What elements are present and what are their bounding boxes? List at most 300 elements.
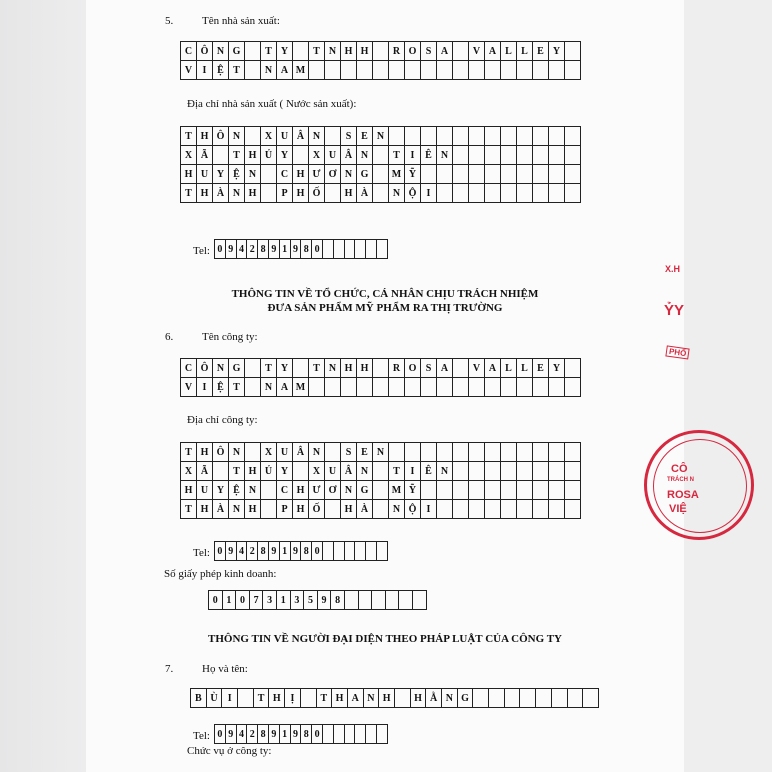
- grid-cell: [421, 378, 437, 397]
- grid-cell: T: [261, 359, 277, 378]
- grid-cell: E: [533, 42, 549, 61]
- grid-cell: [533, 127, 549, 146]
- grid-cell: U: [325, 146, 341, 165]
- grid-cell: [373, 500, 389, 519]
- grid-cell: 9: [226, 542, 237, 561]
- grid-cell: H: [411, 689, 427, 708]
- grid-cell: [355, 240, 366, 259]
- business-license-label: Số giấy phép kinh doanh:: [164, 568, 277, 580]
- grid-cell: [399, 591, 413, 610]
- grid-cell: [533, 500, 549, 519]
- grid-cell: N: [442, 689, 458, 708]
- grid-cell: 0: [312, 240, 323, 259]
- grid-cell: À: [213, 184, 229, 203]
- grid-cell: I: [222, 689, 238, 708]
- grid-cell: U: [197, 165, 213, 184]
- position-label: Chức vụ ở công ty:: [187, 745, 272, 757]
- grid-cell: [213, 146, 229, 165]
- grid-cell: [485, 127, 501, 146]
- grid-cell: [325, 127, 341, 146]
- grid-row: [181, 127, 581, 146]
- grid-cell: X: [181, 462, 197, 481]
- grid-cell: N: [229, 127, 245, 146]
- grid-cell: [453, 184, 469, 203]
- grid-cell: T: [254, 689, 270, 708]
- grid-cell: 8: [301, 542, 312, 561]
- grid-cell: [453, 127, 469, 146]
- grid-cell: I: [197, 378, 213, 397]
- grid-cell: [325, 61, 341, 80]
- grid-cell: 0: [209, 591, 223, 610]
- grid-cell: [261, 184, 277, 203]
- grid-cell: [517, 127, 533, 146]
- grid-cell: H: [293, 500, 309, 519]
- grid-cell: [245, 61, 261, 80]
- grid-row: [181, 462, 581, 481]
- grid-cell: [501, 127, 517, 146]
- grid-cell: C: [277, 481, 293, 500]
- grid-cell: I: [421, 500, 437, 519]
- grid-cell: [565, 165, 581, 184]
- grid-cell: A: [437, 42, 453, 61]
- grid-cell: [485, 378, 501, 397]
- grid-cell: A: [348, 689, 364, 708]
- grid-cell: H: [245, 146, 261, 165]
- grid-cell: [437, 61, 453, 80]
- grid-cell: [389, 443, 405, 462]
- grid-cell: [501, 481, 517, 500]
- grid-cell: [345, 725, 356, 744]
- grid-cell: Ộ: [405, 500, 421, 519]
- grid-row: [181, 184, 581, 203]
- grid-cell: [386, 591, 400, 610]
- grid-cell: [517, 165, 533, 184]
- grid-cell: [469, 462, 485, 481]
- grid-cell: H: [341, 42, 357, 61]
- grid-cell: N: [389, 184, 405, 203]
- grid-cell: [565, 359, 581, 378]
- grid-cell: N: [229, 500, 245, 519]
- grid-cell: 9: [291, 725, 302, 744]
- grid-cell: [293, 146, 309, 165]
- grid-cell: [453, 500, 469, 519]
- grid-cell: [405, 443, 421, 462]
- grid-cell: Y: [549, 359, 565, 378]
- grid-cell: [517, 378, 533, 397]
- grid-cell: [565, 500, 581, 519]
- grid-cell: [469, 378, 485, 397]
- grid-cell: 3: [291, 591, 305, 610]
- grid-cell: [437, 184, 453, 203]
- grid-cell: [533, 61, 549, 80]
- grid-cell: Y: [277, 146, 293, 165]
- grid-cell: I: [421, 184, 437, 203]
- grid-cell: I: [197, 61, 213, 80]
- grid-cell: [334, 542, 345, 561]
- grid-cell: [549, 443, 565, 462]
- grid-cell: [421, 443, 437, 462]
- grid-cell: 1: [277, 591, 291, 610]
- grid-cell: [405, 127, 421, 146]
- grid-cell: H: [197, 443, 213, 462]
- grid-cell: [373, 146, 389, 165]
- grid-cell: [293, 359, 309, 378]
- grid-cell: Y: [277, 462, 293, 481]
- grid-cell: [453, 378, 469, 397]
- company-address-grid: [180, 442, 581, 519]
- grid-cell: [323, 725, 334, 744]
- section-7-number: 7.: [165, 663, 174, 675]
- grid-cell: [334, 725, 345, 744]
- grid-cell: [501, 146, 517, 165]
- grid-cell: H: [197, 500, 213, 519]
- grid-cell: [501, 184, 517, 203]
- grid-cell: [405, 61, 421, 80]
- grid-cell: C: [181, 42, 197, 61]
- grid-cell: [345, 591, 359, 610]
- grid-row: [181, 481, 581, 500]
- grid-cell: [309, 61, 325, 80]
- grid-cell: [517, 481, 533, 500]
- grid-cell: O: [405, 359, 421, 378]
- grid-cell: [334, 240, 345, 259]
- grid-cell: S: [421, 42, 437, 61]
- grid-cell: A: [437, 359, 453, 378]
- grid-cell: T: [229, 146, 245, 165]
- grid-cell: [549, 481, 565, 500]
- grid-cell: [261, 165, 277, 184]
- grid-cell: [261, 481, 277, 500]
- grid-cell: À: [357, 184, 373, 203]
- document-page: [86, 0, 684, 772]
- grid-cell: À: [213, 500, 229, 519]
- grid-cell: 9: [269, 542, 280, 561]
- grid-cell: [293, 462, 309, 481]
- grid-cell: [565, 462, 581, 481]
- grid-row: [181, 500, 581, 519]
- grid-cell: [377, 725, 388, 744]
- grid-cell: S: [341, 127, 357, 146]
- manufacturer-address-label: Địa chỉ nhà sản xuất ( Nước sản xuất):: [187, 98, 357, 110]
- grid-cell: [245, 378, 261, 397]
- grid-cell: 0: [215, 240, 226, 259]
- grid-cell: T: [181, 127, 197, 146]
- grid-cell: [437, 443, 453, 462]
- grid-cell: N: [341, 481, 357, 500]
- grid-cell: T: [181, 443, 197, 462]
- page-shadow-right: [684, 0, 772, 772]
- grid-cell: [565, 42, 581, 61]
- grid-cell: [453, 443, 469, 462]
- grid-cell: T: [317, 689, 333, 708]
- grid-cell: Ộ: [405, 184, 421, 203]
- grid-cell: L: [517, 359, 533, 378]
- grid-cell: [309, 378, 325, 397]
- grid-cell: [549, 184, 565, 203]
- grid-cell: N: [309, 443, 325, 462]
- grid-cell: H: [293, 165, 309, 184]
- grid-cell: [238, 689, 254, 708]
- full-name-label: Họ và tên:: [202, 663, 248, 675]
- grid-cell: E: [357, 127, 373, 146]
- grid-cell: Â: [293, 443, 309, 462]
- grid-cell: 2: [247, 542, 258, 561]
- grid-cell: 4: [237, 542, 248, 561]
- grid-cell: [469, 481, 485, 500]
- grid-cell: [533, 146, 549, 165]
- grid-cell: V: [181, 378, 197, 397]
- grid-cell: Ị: [285, 689, 301, 708]
- grid-cell: [341, 61, 357, 80]
- grid-cell: [373, 359, 389, 378]
- grid-cell: T: [229, 61, 245, 80]
- seal-text-co: CÔ: [671, 463, 688, 475]
- grid-cell: Ô: [197, 359, 213, 378]
- page-shadow-left: [0, 0, 86, 772]
- grid-cell: [373, 61, 389, 80]
- grid-cell: [469, 127, 485, 146]
- grid-row: [181, 61, 581, 80]
- grid-cell: Â: [341, 146, 357, 165]
- grid-cell: [485, 500, 501, 519]
- grid-cell: [366, 240, 377, 259]
- grid-cell: [565, 184, 581, 203]
- grid-cell: [533, 443, 549, 462]
- grid-cell: N: [373, 443, 389, 462]
- grid-cell: [373, 462, 389, 481]
- grid-cell: 0: [215, 542, 226, 561]
- grid-row: [181, 443, 581, 462]
- company-name-grid: [180, 358, 581, 397]
- grid-cell: R: [389, 359, 405, 378]
- grid-cell: [469, 443, 485, 462]
- grid-cell: Ố: [309, 500, 325, 519]
- grid-cell: [245, 127, 261, 146]
- grid-cell: 9: [291, 542, 302, 561]
- grid-cell: [323, 240, 334, 259]
- grid-cell: [366, 542, 377, 561]
- grid-cell: 8: [258, 542, 269, 561]
- grid-cell: R: [389, 42, 405, 61]
- company-address-label: Địa chỉ công ty:: [187, 414, 258, 426]
- grid-cell: [549, 462, 565, 481]
- grid-cell: [377, 240, 388, 259]
- grid-cell: 8: [258, 725, 269, 744]
- company-name-label: Tên công ty:: [202, 331, 258, 343]
- grid-cell: Ã: [197, 146, 213, 165]
- grid-cell: C: [277, 165, 293, 184]
- grid-cell: N: [261, 61, 277, 80]
- grid-cell: Ê: [421, 146, 437, 165]
- grid-cell: Ệ: [229, 481, 245, 500]
- grid-cell: Â: [293, 127, 309, 146]
- grid-cell: H: [341, 500, 357, 519]
- section-5-number: 5.: [165, 15, 174, 27]
- grid-cell: N: [437, 146, 453, 165]
- grid-cell: [565, 481, 581, 500]
- grid-cell: [517, 146, 533, 165]
- grid-cell: X: [181, 146, 197, 165]
- grid-cell: Ủ: [261, 146, 277, 165]
- grid-cell: Ã: [197, 462, 213, 481]
- grid-cell: X: [309, 146, 325, 165]
- grid-cell: O: [405, 42, 421, 61]
- grid-cell: M: [293, 378, 309, 397]
- legal-rep-heading: THÔNG TIN VỀ NGƯỜI ĐẠI DIỆN THEO PHÁP LUẬT CỦA CÔNG TY: [208, 633, 562, 645]
- grid-cell: [469, 500, 485, 519]
- grid-cell: [389, 378, 405, 397]
- grid-cell: [473, 689, 489, 708]
- grid-cell: N: [325, 42, 341, 61]
- grid-cell: [469, 165, 485, 184]
- grid-cell: [453, 359, 469, 378]
- grid-cell: H: [197, 184, 213, 203]
- grid-cell: [437, 500, 453, 519]
- grid-cell: [549, 378, 565, 397]
- grid-cell: [485, 443, 501, 462]
- grid-cell: L: [501, 359, 517, 378]
- grid-cell: [485, 462, 501, 481]
- grid-cell: [552, 689, 568, 708]
- grid-cell: [549, 146, 565, 165]
- grid-cell: [517, 462, 533, 481]
- grid-cell: T: [229, 378, 245, 397]
- grid-cell: X: [261, 127, 277, 146]
- grid-cell: 0: [236, 591, 250, 610]
- grid-cell: M: [389, 481, 405, 500]
- grid-cell: Ủ: [261, 462, 277, 481]
- grid-cell: [395, 689, 411, 708]
- rep-tel-grid: [214, 724, 388, 744]
- grid-cell: Y: [213, 165, 229, 184]
- grid-cell: 0: [312, 542, 323, 561]
- grid-cell: [261, 500, 277, 519]
- stamp-fragment-uy: ỶY: [664, 302, 685, 319]
- grid-cell: 2: [247, 725, 258, 744]
- grid-cell: [405, 378, 421, 397]
- grid-cell: Ư: [309, 481, 325, 500]
- org-section-heading-line2: ĐƯA SẢN PHẨM MỸ PHẨM RA THỊ TRƯỜNG: [267, 302, 503, 314]
- grid-cell: Y: [549, 42, 565, 61]
- grid-cell: [453, 42, 469, 61]
- company-round-seal: [644, 430, 699, 540]
- grid-cell: N: [213, 359, 229, 378]
- grid-cell: X: [309, 462, 325, 481]
- grid-cell: Y: [277, 42, 293, 61]
- grid-cell: H: [357, 359, 373, 378]
- stamp-fragment-pho: PHỐ: [665, 345, 690, 359]
- grid-cell: [485, 61, 501, 80]
- grid-cell: L: [501, 42, 517, 61]
- grid-cell: H: [181, 165, 197, 184]
- grid-row: [181, 359, 581, 378]
- stamp-fragment-xh: X.H: [665, 264, 681, 274]
- grid-cell: U: [197, 481, 213, 500]
- grid-cell: V: [181, 61, 197, 80]
- grid-cell: 1: [280, 240, 291, 259]
- grid-cell: Ỹ: [405, 481, 421, 500]
- grid-cell: Ô: [197, 42, 213, 61]
- grid-cell: N: [245, 165, 261, 184]
- grid-cell: N: [357, 146, 373, 165]
- grid-cell: [469, 146, 485, 165]
- grid-cell: [505, 689, 521, 708]
- grid-cell: [345, 542, 356, 561]
- grid-cell: U: [277, 127, 293, 146]
- grid-cell: Ư: [309, 165, 325, 184]
- grid-row: [181, 42, 581, 61]
- grid-cell: U: [277, 443, 293, 462]
- grid-cell: [469, 184, 485, 203]
- grid-cell: Y: [213, 481, 229, 500]
- grid-cell: [421, 481, 437, 500]
- grid-cell: [533, 462, 549, 481]
- grid-cell: [489, 689, 505, 708]
- grid-cell: [359, 591, 373, 610]
- grid-cell: H: [245, 500, 261, 519]
- grid-cell: H: [245, 462, 261, 481]
- grid-cell: [437, 165, 453, 184]
- grid-cell: [366, 725, 377, 744]
- grid-cell: 8: [258, 240, 269, 259]
- seal-text-rosa: ROSA: [667, 489, 699, 501]
- grid-cell: N: [245, 481, 261, 500]
- grid-cell: Ô: [213, 443, 229, 462]
- grid-cell: 1: [223, 591, 237, 610]
- grid-cell: [565, 127, 581, 146]
- grid-cell: Ệ: [213, 61, 229, 80]
- grid-cell: L: [517, 42, 533, 61]
- manufacturer-name-label: Tên nhà sản xuất:: [202, 15, 280, 27]
- rep-name-grid: [190, 688, 599, 708]
- grid-cell: 0: [312, 725, 323, 744]
- grid-cell: P: [277, 184, 293, 203]
- grid-cell: E: [533, 359, 549, 378]
- grid-cell: 5: [304, 591, 318, 610]
- grid-cell: 2: [247, 240, 258, 259]
- grid-cell: [325, 184, 341, 203]
- grid-cell: T: [309, 359, 325, 378]
- grid-cell: [453, 462, 469, 481]
- grid-row: [181, 146, 581, 165]
- grid-cell: [373, 481, 389, 500]
- grid-cell: À: [357, 500, 373, 519]
- grid-cell: B: [191, 689, 207, 708]
- grid-cell: [533, 184, 549, 203]
- grid-cell: Ù: [207, 689, 223, 708]
- grid-cell: Ô: [213, 127, 229, 146]
- grid-cell: [213, 462, 229, 481]
- grid-cell: [501, 443, 517, 462]
- grid-cell: [293, 42, 309, 61]
- grid-cell: 9: [291, 240, 302, 259]
- grid-cell: [453, 165, 469, 184]
- grid-cell: [501, 500, 517, 519]
- grid-cell: A: [485, 42, 501, 61]
- grid-cell: 8: [301, 725, 312, 744]
- grid-cell: N: [389, 500, 405, 519]
- grid-cell: [469, 61, 485, 80]
- grid-cell: 7: [250, 591, 264, 610]
- grid-cell: [325, 500, 341, 519]
- grid-cell: U: [325, 462, 341, 481]
- grid-cell: M: [293, 61, 309, 80]
- grid-cell: Y: [277, 359, 293, 378]
- grid-cell: I: [405, 146, 421, 165]
- grid-cell: A: [485, 359, 501, 378]
- grid-cell: A: [277, 61, 293, 80]
- grid-cell: [565, 61, 581, 80]
